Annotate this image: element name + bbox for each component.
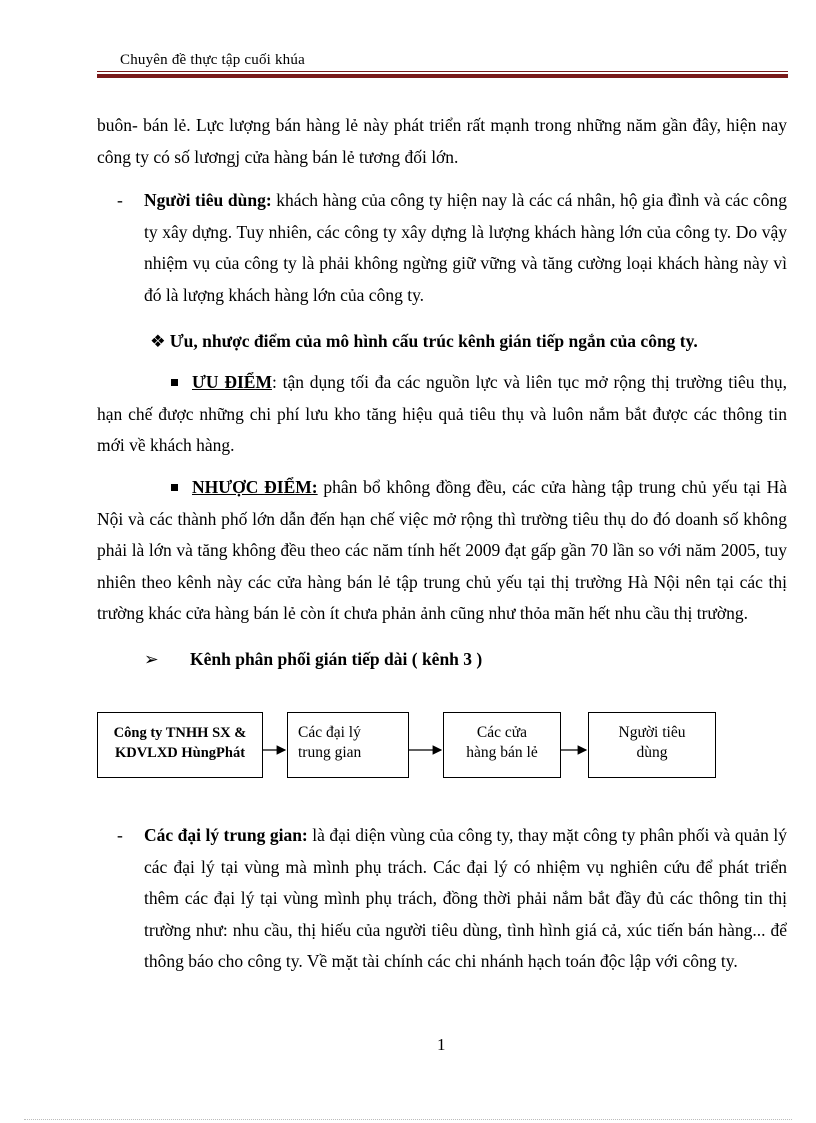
paragraph-retail: buôn- bán lẻ. Lực lượng bán hàng lẻ này phát triển rất mạnh trong những năm gần đây, hiện nay công ty có số lươngj cửa hàng bán lẻ tương đối lớn. — [97, 115, 787, 167]
advantages-text: : tận dụng tối đa các nguồn lực và liên tục mở rộng thị trường tiêu thụ, hạn chế được những chi phí lưu kho tăng hiệu quả tiêu thụ và luôn nắm bắt được các thông tin mới về khách hàng. — [97, 372, 787, 456]
intermediary-agents-description: là đại diện vùng của công ty, thay mặt công ty phân phối và quản lý các đại lý tại vùng mà mình phụ trách. Các đại lý có nhiệm vụ nghiên cứu để phát triển thêm các đại lý tại vùng mình phụ trách, đồng thời phải nắm bắt đầy đủ các thông tin thị trường như: nhu cầu, thị hiếu của người tiêu dùng, tình hình giá cả, xúc tiến bán hàng... để thông báo cho công ty. Về mặt tài chính các chi nhánh hạch toán độc lập với công ty. — [144, 825, 787, 972]
heading-channel-3-text: Kênh phân phối gián tiếp dài ( kênh 3 ) — [190, 648, 483, 669]
section-heading-pros-cons — [97, 326, 787, 358]
dash-marker: - — [117, 825, 123, 845]
node-consumer-line-2: dùng — [636, 744, 668, 761]
consumer-description: khách hàng của công ty hiện nay là các cá nhân, hộ gia đình và các công ty xây dựng. Tuy nhiên, các công ty xây dựng là lượng khách hàng lớn của công ty. Do vậy nhiệm vụ của công ty là phải không ngừng giữ vững và tăng cường loại khách hàng này vì đó là lượng khách hàng lớn của công ty. — [144, 190, 787, 305]
square-bullet-icon — [171, 484, 178, 491]
node-retail-line-2: hàng bán lẻ — [466, 744, 538, 761]
node-agents-line-1: Các đại lý — [298, 724, 361, 741]
dash-marker: - — [117, 190, 123, 211]
header-rule-thick — [97, 74, 788, 78]
list-item-consumer — [97, 185, 787, 311]
term-intermediary-agents: Các đại lý trung gian: — [144, 825, 308, 845]
heading-pros-cons-text: Ưu, nhược điểm của mô hình cấu trúc kênh gián tiếp ngắn của công ty. — [169, 330, 698, 351]
advantages-paragraph — [97, 367, 787, 462]
node-agents-line-2: trung gian — [298, 744, 362, 761]
advantages-label: ƯU ĐIỂM — [192, 372, 272, 393]
disadvantages-text: phân bổ không đồng đều, các cửa hàng tập trung chủ yếu tại Hà Nội và các thành phố lớn dẫn đến hạn chế việc mở rộng thì trường tiêu thụ do đó doanh số không phải là lớn và tăng không đều theo các năm tính hết 2009 đạt gấp gần 70 lần so với năm 2005, tuy nhiên theo kênh này các cửa hàng bán lẻ tập trung chủ yếu tại thị trường Hà Nội nên tại các thị trường khác cửa hàng bán lẻ còn ít chưa phản ảnh cũng như thỏa mãn hết nhu cầu thị trường. — [97, 476, 787, 624]
document-body-lower — [97, 820, 787, 995]
document-body — [97, 110, 787, 676]
section-heading-channel-3 — [97, 644, 787, 676]
header-rule — [97, 71, 788, 72]
list-item-intermediary-agents — [97, 820, 787, 978]
term-consumer: Người tiêu dùng: — [144, 190, 272, 211]
page-bottom-divider — [24, 1119, 792, 1120]
arrow-bullet-icon: ➢ — [144, 648, 159, 669]
disadvantages-paragraph — [97, 472, 787, 630]
node-company-line-1: Công ty TNHH SX & — [113, 725, 247, 741]
node-company-line-2: KDVLXD HùngPhát — [114, 745, 246, 761]
node-consumer-line-1: Người tiêu — [618, 724, 686, 741]
square-bullet-icon — [171, 379, 178, 386]
distribution-channel-diagram — [97, 712, 717, 782]
page-header-title: Chuyên đề thực tập cuối khúa — [120, 52, 305, 68]
diamond-bullet-icon: ❖ — [150, 330, 166, 351]
flow-arrows — [97, 712, 717, 782]
node-retail-line-1: Các cửa — [476, 724, 528, 741]
disadvantages-label: NHƯỢC ĐIỂM: — [192, 476, 318, 497]
page-number: 1 — [437, 1035, 446, 1054]
